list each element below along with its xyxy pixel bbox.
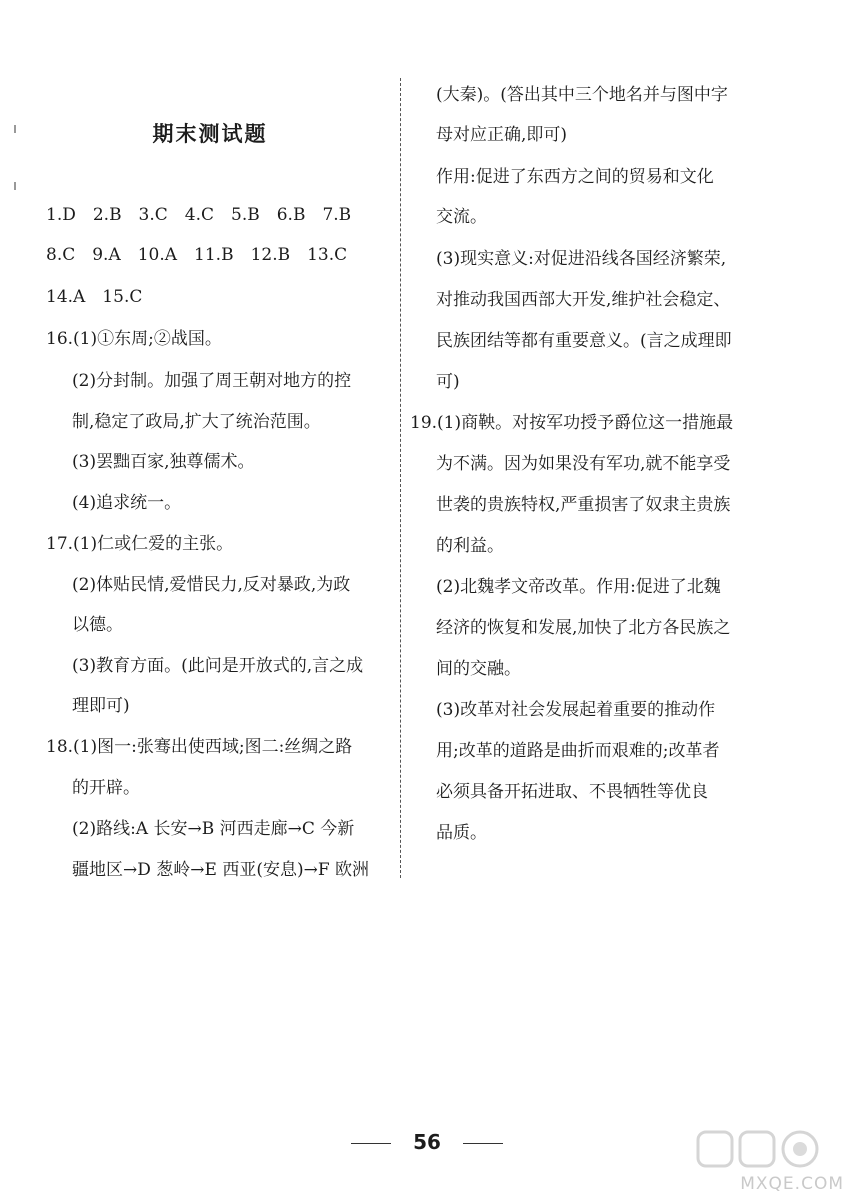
answer-line: 作用:促进了东西方之间的贸易和文化	[436, 167, 714, 187]
scan-edge-mark	[14, 182, 16, 190]
page-number: 56	[413, 1130, 441, 1154]
answer-line: (3)教育方面。(此问是开放式的,言之成	[72, 656, 364, 676]
answer-line: (3)罢黜百家,独尊儒术。	[72, 452, 255, 472]
answer-line: 交流。	[436, 207, 487, 227]
answer-line: (3)现实意义:对促进沿线各国经济繁荣,	[436, 249, 727, 269]
answer-line: 品质。	[436, 823, 487, 843]
answer-line: 必须具备开拓进取、不畏牺牲等优良	[436, 782, 708, 802]
watermark-logo-icon	[688, 1126, 848, 1176]
answer-line: (2)分封制。加强了周王朝对地方的控	[72, 371, 352, 391]
answer-line: 17.(1)仁或仁爱的主张。	[46, 534, 234, 554]
answer-line: 母对应正确,即可)	[436, 125, 568, 145]
answer-line: 19.(1)商鞅。对按军功授予爵位这一措施最	[410, 413, 734, 433]
answer-line: 可)	[436, 372, 460, 392]
answer-line: 的开辟。	[72, 778, 140, 798]
answer-line: 16.(1)①东周;②战国。	[46, 329, 222, 349]
answer-line: 对推动我国西部大开发,维护社会稳定、	[436, 290, 731, 310]
answer-line: 世袭的贵族特权,严重损害了奴隶主贵族	[436, 495, 731, 515]
column-divider	[400, 78, 401, 878]
footer-dash-right	[463, 1143, 503, 1144]
answer-line: (大秦)。(答出其中三个地名并与图中字	[436, 85, 728, 105]
answer-line: 疆地区→D 葱岭→E 西亚(安息)→F 欧洲	[72, 860, 370, 880]
answer-line: (3)改革对社会发展起着重要的推动作	[436, 700, 716, 720]
answer-line: 以德。	[72, 615, 123, 635]
answer-line: 用;改革的道路是曲折而艰难的;改革者	[436, 741, 720, 761]
answer-line: 为不满。因为如果没有军功,就不能享受	[436, 454, 731, 474]
answer-line: (2)北魏孝文帝改革。作用:促进了北魏	[436, 577, 721, 597]
answer-line: (4)追求统一。	[72, 493, 182, 513]
answer-line: 1.D 2.B 3.C 4.C 5.B 6.B 7.B	[46, 205, 352, 225]
answer-line: 18.(1)图一:张骞出使西域;图二:丝绸之路	[46, 737, 353, 757]
watermark-logo	[688, 1126, 848, 1196]
answer-line: 间的交融。	[436, 659, 521, 679]
answer-line: (2)体贴民情,爱惜民力,反对暴政,为政	[72, 575, 351, 595]
page-title: 期末测试题	[152, 122, 268, 146]
answer-line: 经济的恢复和发展,加快了北方各民族之	[436, 618, 731, 638]
watermark-url: MXQE.COM	[740, 1174, 844, 1194]
answer-line: (2)路线:A 长安→B 河西走廊→C 今新	[72, 819, 355, 839]
answer-line: 8.C 9.A 10.A 11.B 12.B 13.C	[46, 245, 348, 265]
scan-edge-mark	[14, 125, 16, 133]
answer-line: 14.A 15.C	[46, 287, 143, 307]
answer-line: 理即可)	[72, 696, 130, 716]
footer-dash-left	[351, 1143, 391, 1144]
answer-line: 制,稳定了政局,扩大了统治范围。	[72, 412, 321, 432]
answer-line: 民族团结等都有重要意义。(言之成理即	[436, 331, 732, 351]
answer-line: 的利益。	[436, 536, 504, 556]
